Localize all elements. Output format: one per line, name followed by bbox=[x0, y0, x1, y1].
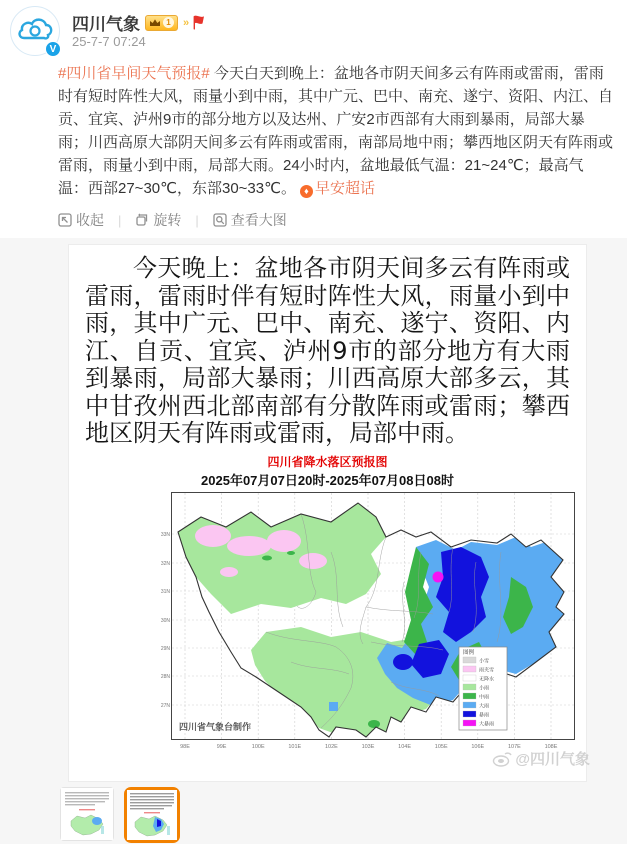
rotate-button[interactable] bbox=[135, 210, 181, 230]
view-large-button[interactable] bbox=[213, 210, 287, 230]
map-title: 四川省降水落区预报图 bbox=[267, 454, 388, 469]
map-date-range: 2025年07月07日20时-2025年07月08日08时 bbox=[201, 472, 454, 488]
region-rainstorm-sw bbox=[393, 654, 413, 670]
svg-text:108E: 108E bbox=[544, 743, 558, 750]
svg-text:99E: 99E bbox=[216, 743, 227, 750]
svg-text:大暴雨: 大暴雨 bbox=[479, 721, 495, 727]
screen-name[interactable]: 四川气象 bbox=[72, 15, 140, 34]
toolbar-divider: | bbox=[118, 212, 122, 228]
thumbnail-1[interactable] bbox=[60, 787, 114, 841]
precipitation-map bbox=[160, 492, 586, 762]
hashtag-link[interactable]: #四川省早间天气预报# bbox=[58, 65, 210, 82]
map-legend bbox=[459, 647, 507, 730]
thumbnail-2-selected[interactable] bbox=[124, 787, 180, 843]
rotate-icon bbox=[135, 213, 149, 227]
red-flag-icon bbox=[192, 15, 206, 30]
legend-title: 图例 bbox=[463, 649, 475, 656]
map-credit: 四川省气象台制作 bbox=[179, 721, 252, 732]
svg-text:小雪: 小雪 bbox=[479, 658, 490, 664]
svg-text:中雨: 中雨 bbox=[479, 694, 490, 700]
svg-text:105E: 105E bbox=[434, 743, 448, 750]
svg-text:31N: 31N bbox=[160, 588, 170, 595]
svg-text:暴雨: 暴雨 bbox=[479, 712, 490, 718]
svg-text:101E: 101E bbox=[288, 743, 302, 750]
svg-text:106E: 106E bbox=[471, 743, 485, 750]
image-viewer bbox=[0, 238, 627, 844]
post-body: 今天白天到晚上：盆地各市阴天间多云有阵雨或雷雨，雷雨时有短时阵性大风，雨量小到中雨，其中广元、巴中、南充、遂宁、资阳、内江、自贡、宜宾、泸州9市的部分地方以及达州、广安2市西部有大雨到暴雨，局部大暴雨；川西高原大部阴天间多云有阵雨或雷雨，南部局地中雨；攀西地区阴天有阵雨或雷雨，雨量小到中雨，局部大雨。24小时内，盆地最低气温：21~24℃；最高气温：西部27~30℃，东部30~33℃。 bbox=[58, 65, 614, 197]
post-text bbox=[58, 62, 613, 200]
supertopic-link[interactable]: 早安超话 bbox=[314, 180, 375, 197]
member-level: 1 bbox=[163, 17, 174, 28]
svg-text:小雨: 小雨 bbox=[479, 685, 490, 691]
svg-text:大雨: 大雨 bbox=[479, 703, 490, 709]
svg-text:雨夹雪: 雨夹雪 bbox=[479, 667, 495, 673]
forecast-image[interactable] bbox=[68, 244, 590, 782]
watermark-text: @四川气象 bbox=[515, 751, 590, 768]
supertopic-badge-icon: ♦ bbox=[300, 185, 313, 198]
svg-text:102E: 102E bbox=[324, 743, 338, 750]
y-axis-labels bbox=[161, 532, 171, 709]
image-toolbar bbox=[58, 208, 627, 232]
weibo-logo-icon bbox=[492, 750, 512, 767]
svg-text:100E: 100E bbox=[251, 743, 265, 750]
svg-text:无降水: 无降水 bbox=[479, 676, 495, 682]
verified-badge: V bbox=[45, 41, 61, 57]
collapse-button[interactable] bbox=[58, 210, 104, 230]
region-heavy-rainstorm-spot bbox=[433, 571, 444, 582]
post-header bbox=[0, 0, 627, 58]
svg-text:104E: 104E bbox=[398, 743, 412, 750]
membership-crown-icon[interactable] bbox=[145, 15, 178, 31]
weibo-watermark bbox=[492, 748, 590, 769]
toolbar-divider: | bbox=[195, 212, 199, 228]
view-large-icon bbox=[213, 213, 227, 227]
svg-text:33N: 33N bbox=[160, 531, 170, 538]
rotate-label: 旋转 bbox=[153, 212, 182, 228]
svg-text:103E: 103E bbox=[361, 743, 375, 750]
avatar[interactable] bbox=[10, 6, 60, 56]
crown-icon bbox=[149, 18, 161, 28]
thumbnail-strip bbox=[0, 782, 627, 843]
precipitation-map-svg bbox=[160, 492, 583, 757]
chevron-right-icon: » bbox=[183, 16, 188, 29]
svg-text:32N: 32N bbox=[160, 560, 170, 567]
svg-text:27N: 27N bbox=[160, 702, 170, 709]
view-large-label: 查看大图 bbox=[230, 212, 287, 228]
collapse-label: 收起 bbox=[76, 212, 104, 228]
post-timestamp[interactable]: 25-7-7 07:24 bbox=[72, 34, 146, 49]
collapse-icon bbox=[58, 213, 72, 227]
svg-text:30N: 30N bbox=[160, 617, 170, 624]
svg-text:28N: 28N bbox=[160, 673, 170, 680]
svg-text:29N: 29N bbox=[160, 645, 170, 652]
forecast-paragraph: 今天晚上：盆地各市阴天间多云有阵雨或雷雨，雷雨时伴有短时阵性大风，雨量小到中雨，其中广元、巴中、南充、遂宁、资阳、内江、自贡、宜宾、泸州9市的部分地方有大雨到暴雨，局部大暴雨；川西高原大部多云，其中甘孜州西北部南部有分散阵雨或雷雨；攀西地区阴天有阵雨或雷雨，局部中雨。 bbox=[85, 254, 570, 447]
svg-text:98E: 98E bbox=[180, 743, 190, 750]
svg-text:107E: 107E bbox=[507, 743, 521, 750]
